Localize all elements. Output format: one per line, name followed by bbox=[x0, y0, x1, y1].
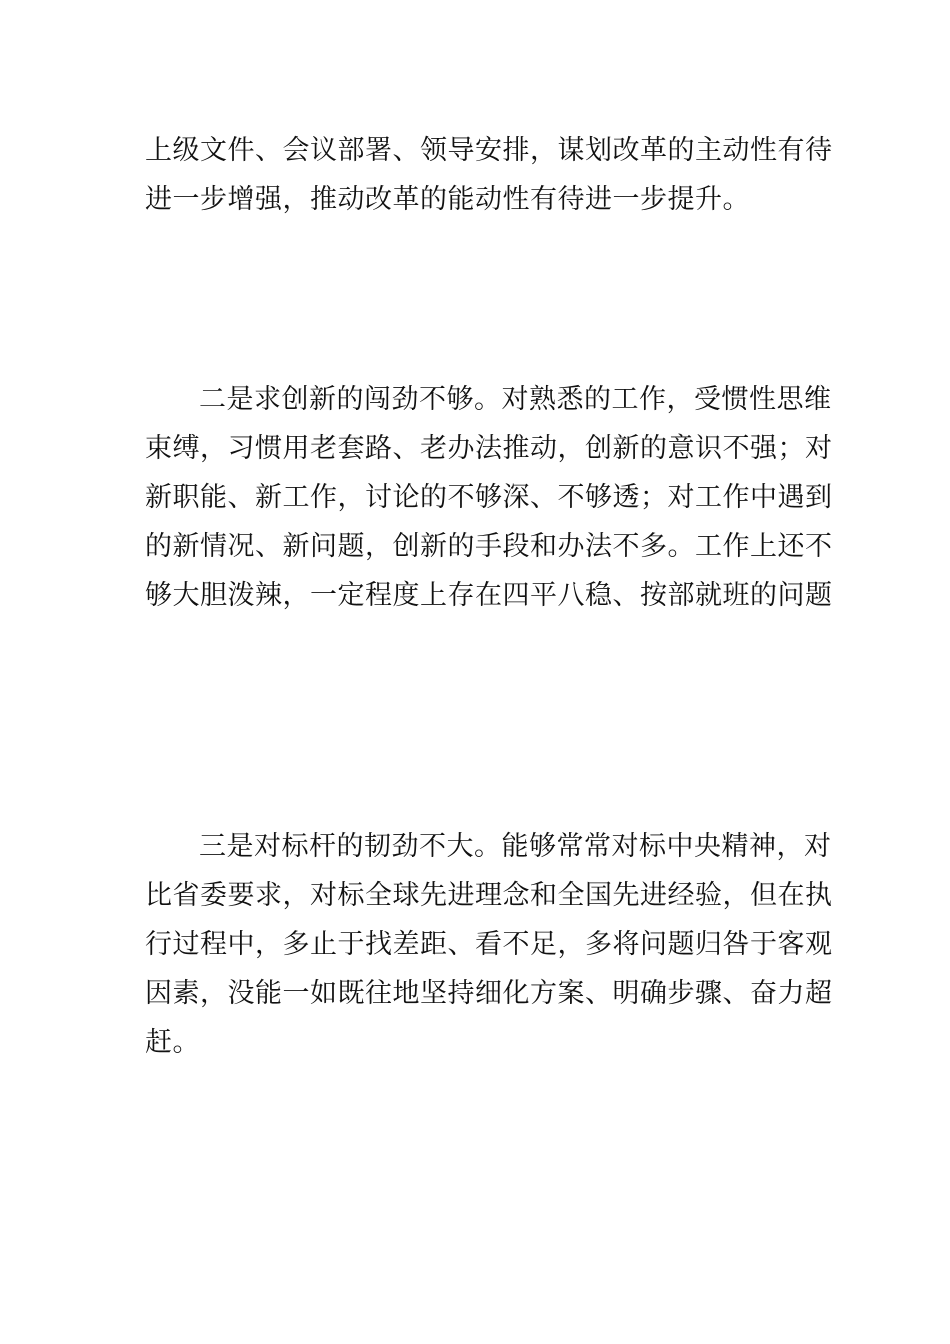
text-line: 的新情况、新问题，创新的手段和办法不多。工作上还不 bbox=[145, 531, 833, 562]
text-line: 行过程中，多止于找差距、看不足，多将问题归咎于客观 bbox=[145, 929, 833, 960]
paragraph-innovation bbox=[145, 375, 845, 620]
paragraph-benchmark bbox=[145, 822, 845, 1067]
text-line: 因素，没能一如既往地坚持细化方案、明确步骤、奋力超 bbox=[145, 978, 833, 1009]
text-line: 二是求创新的闯劲不够。对熟悉的工作，受惯性思维 bbox=[199, 384, 832, 415]
text-line: 三是对标杆的韧劲不大。能够常常对标中央精神，对 bbox=[199, 831, 832, 862]
text-line: 新职能、新工作，讨论的不够深、不够透；对工作中遇到 bbox=[145, 482, 833, 513]
text-line: 上级文件、会议部署、领导安排，谋划改革的主动性有待 bbox=[145, 135, 833, 166]
text-line: 够大胆泼辣，一定程度上存在四平八稳、按部就班的问题 bbox=[145, 580, 833, 611]
text-line: 进一步增强，推动改革的能动性有待进一步提升。 bbox=[145, 184, 750, 215]
paragraph-continuation bbox=[145, 126, 845, 224]
text-line: 束缚，习惯用老套路、老办法推动，创新的意识不强；对 bbox=[145, 433, 833, 464]
text-line: 赶。 bbox=[145, 1027, 200, 1058]
text-line: 比省委要求，对标全球先进理念和全国先进经验，但在执 bbox=[145, 880, 833, 911]
